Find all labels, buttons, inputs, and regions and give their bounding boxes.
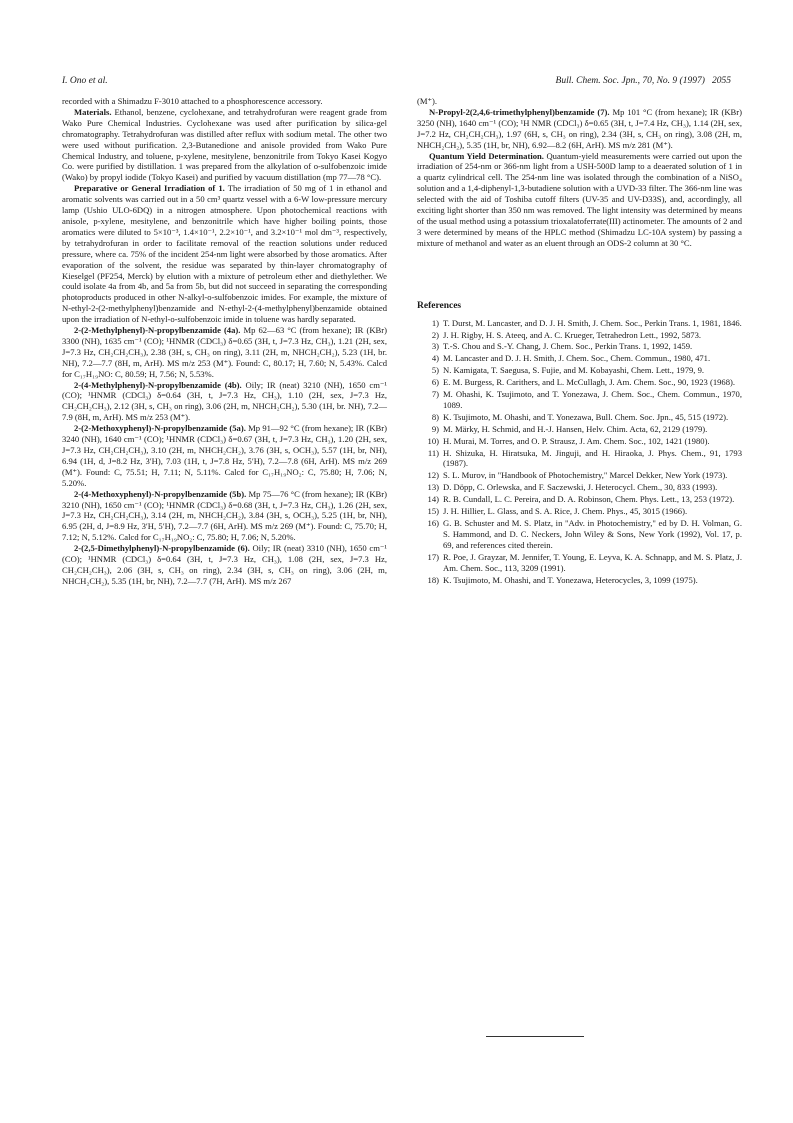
paragraph-text: Mp 75—76 °C (from hexane); IR (KBr) 3210 (NH), 1650 cm⁻¹ (CO); ¹HNMR (CDCl₃) δ=0.68 (3H, t, J=7.3 Hz, CH₃), 1.26 (2H, sex, J=7.3 Hz, CH₂CH₂CH₃), 3.14 (2H, m, NHCH₂CH₂), 3.84 (3H, s, OCH₃), 5.25 (1H, br, NH), 6.95 (2H, d, J=8.9 Hz, 3′H, 5′H), 7.2—7.7 (6H, ArH). MS m/z 269 (M⁺). Found: C, 75.70; H, 7.12; N, 5.12%. Calcd for C₁₇H₁₉NO₂: C, 75.80; H, 7.06; N, 5.20%. [62, 488, 388, 543]
reference-item [417, 436, 742, 447]
reference-text: K. Tsujimoto, M. Ohashi, and T. Yonezawa, Heterocycles, 3, 1099 (1975). [443, 574, 698, 585]
reference-text: T.-S. Chou and S.-Y. Chang, J. Chem. Soc., Perkin Trans. 1, 1992, 1459. [443, 341, 693, 352]
paragraph-compound-4b [62, 380, 387, 424]
reference-text: H. Shizuka, H. Hiratsuka, M. Jinguji, and H. Hiraoka, J. Phys. Chem., 91, 1793 (1987). [443, 447, 742, 469]
reference-text: S. L. Murov, in "Handbook of Photochemistry," Marcel Dekker, New York (1973). [443, 470, 728, 481]
reference-number: 9) [431, 423, 439, 434]
reference-number: 14) [427, 494, 439, 505]
reference-number: 2) [431, 329, 439, 340]
reference-item [417, 494, 742, 505]
reference-text: G. B. Schuster and M. S. Platz, in "Adv. in Photochemistry," ed by D. H. Volman, G. S. Hammond, and D. C. Neckers, John Wiley & Sons, New York (1992), Vol. 17, p. 69, and references cited therein. [443, 518, 742, 550]
reference-number: 7) [431, 389, 439, 400]
paragraph-text: Mp 91—92 °C (from hexane); IR (KBr) 3240 (NH), 1640 cm⁻¹ (CO); ¹HNMR (CDCl₃) δ=0.67 (3H, t, J=7.3 Hz, CH₃), 1.20 (2H, sex, J=7.3 Hz, CH₂CH₂CH₃), 3.10 (2H, m, NHCH₂CH₂), 3.76 (3H, s, OCH₃), 5.57 (1H, br, NH), 6.94 (1H, d, J=8.2 Hz, 3′H), 7.03 (1H, t, J=7.8 Hz, 5′H), 7.2—7.8 (6H, ArH). MS m/z 269 (M⁺). Found: C, 75.51; H, 7.11; N, 5.11%. Calcd for C₁₇H₁₉NO₂: C, 75.80; H, 7.06; N, 5.20%. [62, 423, 388, 488]
section-heading: Preparative or General Irradiation of 1. [74, 183, 225, 194]
reference-text: J. H. Rigby, H. S. Ateeq, and A. C. Krueger, Tetrahedron Lett., 1992, 5873. [443, 329, 702, 340]
reference-item [417, 365, 742, 376]
paragraph-text: The irradiation of 50 mg of 1 in ethanol and aromatic solvents was carried out in a 50 cm³ quartz vessel with a 6-W low-pressure mercury lamp (Ushio ULO-6DQ) in a nitrogen atmosphere. Upon photochemical reactions with anisole, p-xylene, mesitylene, and benzonitrile which have higher boiling points, those aromatics were diluted to 5×10⁻³, 1.4×10⁻¹, 2.2×10⁻¹, and 3.2×10⁻¹ mol dm⁻³, respectively, by tetrahydrofuran in order to facilitate removal of the reaction solutions under reduced pressure, where ca. 75% of the incident 254-nm light were absorbed by those aromatics. After evaporation of the solvent, the residue was separated by thin-layer chromatography of Kieselgel (PF254, Merck) by elution with a mixture of petroleum ether and diethylether. We could isolate 4a from 4b, and 5a from 5b, but did not succeed in separating the corresponding photoproducts produced in other N-alkyl-o-sulfobenzoic imides. For example, the mixture of N-ethyl-2-(2-methylphenyl)benzamide and N-ethyl-2-(4-methylphenyl)benzamide obtained upon the irradiation of N-ethyl-o-sulfobenzoic imide in toluene was hardly separated. [62, 183, 387, 325]
header-journal: Bull. Chem. Soc. Jpn., 70, No. 9 (1997) [555, 76, 705, 86]
paragraph-text: Oily; IR (neat) 3210 (NH), 1650 cm⁻¹ (CO); ¹HNMR (CDCl₃) δ=0.64 (3H, t, J=7.3 Hz, CH₃), 1.10 (2H, sex, J=7.3 Hz, CH₂CH₂CH₃), 2.12 (3H, s, CH₃ on ring), 3.06 (2H, m, NHCH₂CH₂), 5.30 (1H, br. NH), 7.2—7.9 (8H, m, ArH). MS m/z 253 (M⁺). [62, 379, 387, 423]
paragraph-text: Ethanol, benzene, cyclohexane, and tetrahydrofuran were reagent grade from Wako Pure Chemical Industries. Cyclohexane was used after purification by silica-gel chromatography. Tetrahydrofuran was distilled after reflux with sodium metal. The other two were used without purification. 2,3-Butanedione and anisole provided from Wako Pure Chemical Industry, and toluene, p-xylene, mesitylene, benzonitrile from Tokyo Kasei Kogyo Co. were purified by distillation. 1 was prepared from the alkylation of o-sulfobenzoic imide (Wako) by propyl iodide (Tokyo Kasei) and purified by vacuum distillation (mp 77—78 °C). [62, 106, 387, 183]
reference-text: T. Durst, M. Lancaster, and D. J. H. Smith, J. Chem. Soc., Perkin Trans. 1, 1981, 1846. [443, 317, 742, 328]
reference-item [417, 448, 742, 470]
running-header [62, 76, 731, 90]
references-list [417, 318, 742, 586]
paragraph-text: Quantum-yield measurements were carried out upon the irradiation of 254-nm or 366-nm light from a USH-500D lamp to a deaerated solution of 1 in a quartz cylindrical cell. The 254-nm line was isolated through the combination of a NiSO₄ solution and a 1,4-diphenyl-1,3-butadiene solution with a UVD-33 filter. The 366-nm line was selected with the aid of Toshiba cutoff filters (UV-35 and UV-D33S), and, accordingly, all exciting light shorter than 350 nm was removed. The light intensity was determined by means of the usual method using a potassium trioxalatoferrate(III) actinometer. The amounts of 2 and 3 were determined by means of the HPLC method (Shimadzu LC-10A system) by passing a mixture of methanol and water as an eluent through an ODS-2 column at 30 °C. [417, 150, 743, 248]
section-heading: Quantum Yield Determination. [429, 150, 544, 161]
end-rule [486, 1036, 584, 1037]
reference-item [417, 552, 742, 574]
reference-text: M. Lancaster and D. J. H. Smith, J. Chem. Soc., Chem. Commun., 1980, 471. [443, 353, 711, 364]
reference-number: 15) [427, 506, 439, 517]
section-heading: Materials. [74, 106, 112, 117]
header-authors: I. Ono et al. [62, 76, 108, 86]
paragraph-compound-7 [417, 107, 742, 151]
reference-item [417, 424, 742, 435]
paragraph-compound-5a [62, 423, 387, 488]
reference-item [417, 341, 742, 352]
reference-item [417, 353, 742, 364]
paragraph-materials [62, 107, 387, 183]
reference-number: 16) [427, 518, 439, 528]
compound-heading: 2-(2-Methylphenyl)-N-propylbenzamide (4a). [74, 325, 241, 336]
reference-item [417, 377, 742, 388]
reference-item [417, 330, 742, 341]
compound-heading: 2-(2,5-Dimethylphenyl)-N-propylbenzamide (6). [74, 543, 250, 554]
reference-item [417, 482, 742, 493]
paragraph-text: Mp 101 °C (from hexane); IR (KBr) 3250 (NH), 1640 cm⁻¹ (CO); ¹H NMR (CDCl₃) δ=0.65 (3H, t, J=7.4 Hz, CH₃), 1.14 (2H, sex, J=7.2 Hz, CH₂CH₂CH₃), 1.97 (6H, s, CH₃ on ring), 2.34 (3H, s, CH₃ on ring), 3.08 (2H, m, NHCH₂CH₂), 5.35 (1H, br, NH), 6.92—8.2 (6H, ArH). MS m/z 281 (M⁺). [417, 106, 742, 150]
reference-number: 1) [431, 317, 439, 328]
reference-text: M. Ohashi, K. Tsujimoto, and T. Yonezawa, J. Chem. Soc., Chem. Commun., 1970, 1089. [443, 389, 742, 410]
reference-item [417, 518, 742, 551]
reference-text: N. Kamigata, T. Saegusa, S. Fujie, and M. Kobayashi, Chem. Lett., 1979, 9. [443, 365, 705, 376]
header-journal-citation [556, 76, 731, 86]
reference-number: 11) [427, 447, 439, 458]
references-title: References [417, 300, 462, 311]
reference-item [417, 412, 742, 423]
reference-number: 4) [431, 353, 439, 364]
header-page-number: 2055 [712, 76, 731, 86]
reference-item [417, 506, 742, 517]
reference-number: 18) [427, 574, 439, 585]
reference-number: 12) [427, 470, 439, 481]
reference-item [417, 389, 742, 411]
compound-heading: 2-(4-Methoxyphenyl)-N-propylbenzamide (5b). [74, 488, 247, 499]
paragraph-continuation [417, 96, 742, 107]
reference-item [417, 318, 742, 329]
reference-text: E. M. Burgess, R. Carithers, and L. McCullagh, J. Am. Chem. Soc., 90, 1923 (1968). [443, 377, 736, 388]
reference-item [417, 470, 742, 481]
reference-number: 17) [427, 551, 439, 562]
compound-heading: 2-(2-Methoxyphenyl)-N-propylbenzamide (5a). [74, 423, 246, 434]
paragraph-text: recorded with a Shimadzu F-3010 attached to a phosphorescence accessory. [62, 96, 323, 106]
compound-heading: 2-(4-Methylphenyl)-N-propylbenzamide (4b). [74, 379, 242, 390]
paragraph-quantum-yield [417, 151, 742, 249]
paragraph-text: Mp 62—63 °C (from hexane); IR (KBr) 3300 (NH), 1635 cm⁻¹ (CO); ¹HNMR (CDCl₃) δ=0.65 (3H, t, J=7.3 Hz, CH₃), 1.21 (2H, sex, J=7.3 Hz, CH₂CH₂CH₃), 2.38 (3H, s, CH₃ on ring), 3.11 (2H, m, NHCH₂CH₂), 5.23 (1H, br. NH), 7.2—7.7 (8H, m, ArH). MS m/z 253 (M⁺). Found: C, 80.17; H, 7.60; N, 5.43%. Calcd for C₁₇H₁₉NO: C, 80.59; H, 7.56; N, 5.53%. [62, 325, 388, 379]
reference-item [417, 575, 742, 586]
reference-text: K. Tsujimoto, M. Ohashi, and T. Yonezawa, Bull. Chem. Soc. Jpn., 45, 515 (1972). [443, 411, 729, 422]
reference-number: 13) [427, 482, 439, 493]
reference-number: 6) [431, 377, 439, 388]
reference-text: R. Poe, J. Grayzar, M. Jennifer, T. Young, E. Leyva, K. A. Schnapp, and M. S. Platz, J. Am. Chem. Soc., 113, 3209 (1991). [443, 551, 742, 573]
paragraph-preparative [62, 183, 387, 325]
left-column [62, 96, 387, 587]
paragraph-text: Oily; IR (neat) 3310 (NH), 1650 cm⁻¹ (CO); ¹HNMR (CDCl₃) δ=0.64 (3H, t, J=7.3 Hz, CH₃), 1.08 (2H, sex, J=7.3 Hz, CH₂CH₂CH₃), 2.06 (3H, s, CH₃ on ring), 2.34 (3H, s, CH₃ on ring), 3.06 (2H, m, NHCH₂CH₂), 5.35 (1H, br, NH), 7.2—7.7 (7H, ArH). MS m/z 267 [62, 543, 387, 586]
reference-text: D. Döpp, C. Orlewska, and F. Saczewski, J. Heterocycl. Chem., 30, 833 (1993). [443, 482, 718, 493]
paragraph-compound-6 [62, 543, 387, 587]
reference-number: 3) [431, 341, 439, 352]
reference-text: J. H. Hillier, L. Glass, and S. A. Rice, J. Chem. Phys., 45, 3015 (1966). [443, 506, 688, 517]
paragraph-compound-4a [62, 325, 387, 380]
paragraph-continuation [62, 96, 387, 107]
reference-text: R. B. Cundall, L. C. Pereira, and D. A. Robinson, Chem. Phys. Lett., 13, 253 (1972). [443, 494, 735, 505]
paragraph-compound-5b [62, 489, 387, 544]
right-column [417, 96, 742, 586]
reference-text: H. Murai, M. Torres, and O. P. Strausz, J. Am. Chem. Soc., 102, 1421 (1980). [443, 435, 710, 446]
reference-text: M. Märky, H. Schmid, and H.-J. Hansen, Helv. Chim. Acta, 62, 2129 (1979). [443, 423, 708, 434]
reference-number: 10) [427, 435, 439, 446]
reference-number: 8) [431, 411, 439, 422]
reference-number: 5) [431, 365, 439, 376]
compound-heading: N-Propyl-2(2,4,6-trimethylphenyl)benzamide (7). [429, 106, 610, 117]
paragraph-text: (M⁺). [417, 96, 438, 106]
